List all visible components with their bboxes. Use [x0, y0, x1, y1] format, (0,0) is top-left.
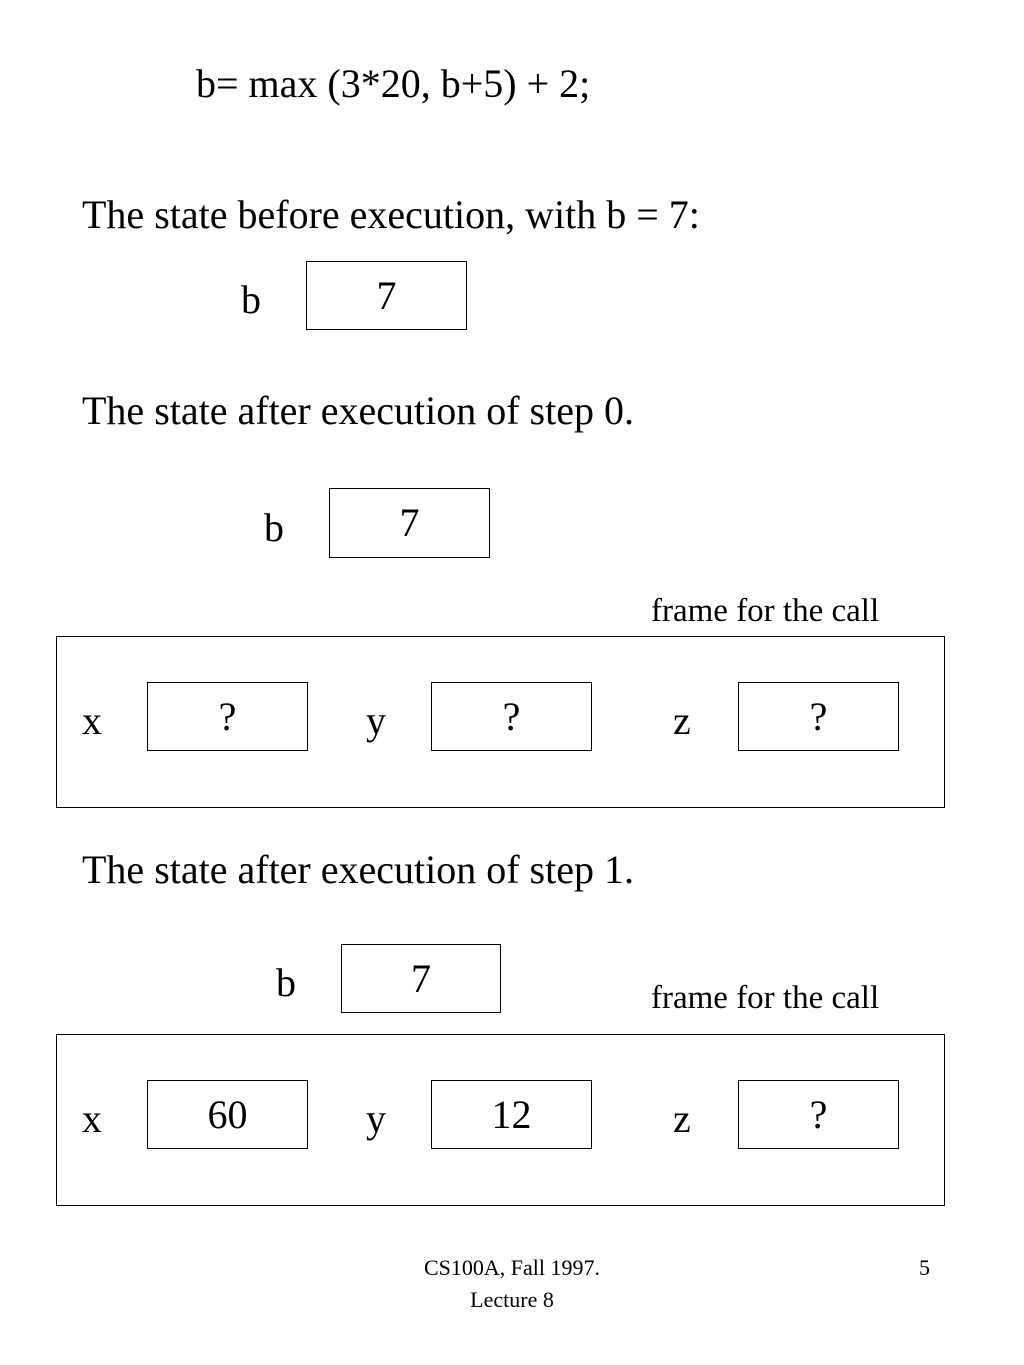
param-z-label: z	[673, 1096, 691, 1141]
variable-b-box	[306, 261, 467, 330]
caption-state-before: The state before execution, with b = 7:	[82, 192, 700, 237]
param-x-value: ?	[218, 693, 237, 739]
variable-b-value: 7	[399, 500, 420, 545]
param-x-label: x	[82, 1096, 102, 1141]
param-y-label: y	[366, 1096, 386, 1141]
param-x-label: x	[82, 698, 102, 743]
param-y-value: 12	[491, 1091, 532, 1137]
param-x-box	[147, 1080, 308, 1149]
param-z-box	[738, 1080, 899, 1149]
param-x-value: 60	[207, 1091, 248, 1137]
page-number: 5	[919, 1255, 930, 1280]
variable-b-value: 7	[411, 955, 431, 1001]
param-z-box	[738, 682, 899, 751]
variable-b-value: 7	[376, 272, 397, 318]
param-y-value: ?	[502, 693, 521, 739]
param-z-label: z	[673, 698, 691, 743]
variable-b-label: b	[241, 277, 261, 322]
param-x-box	[147, 682, 308, 751]
frame-label: frame for the call	[651, 593, 880, 629]
param-y-box	[431, 682, 592, 751]
caption-step-0: The state after execution of step 0.	[82, 388, 634, 433]
code-statement: b= max (3*20, b+5) + 2;	[196, 61, 591, 106]
variable-b-box	[341, 944, 501, 1013]
footer-lecture: Lecture 8	[470, 1287, 554, 1312]
footer-course: CS100A, Fall 1997.	[423, 1255, 601, 1280]
param-z-value: ?	[809, 1091, 828, 1137]
param-y-label: y	[366, 698, 386, 743]
param-y-box	[431, 1080, 592, 1149]
param-z-value: ?	[809, 693, 828, 739]
caption-step-1: The state after execution of step 1.	[82, 847, 634, 892]
variable-b-box	[329, 488, 490, 558]
variable-b-label: b	[276, 960, 296, 1005]
frame-label: frame for the call	[651, 980, 880, 1016]
variable-b-label: b	[264, 505, 284, 550]
